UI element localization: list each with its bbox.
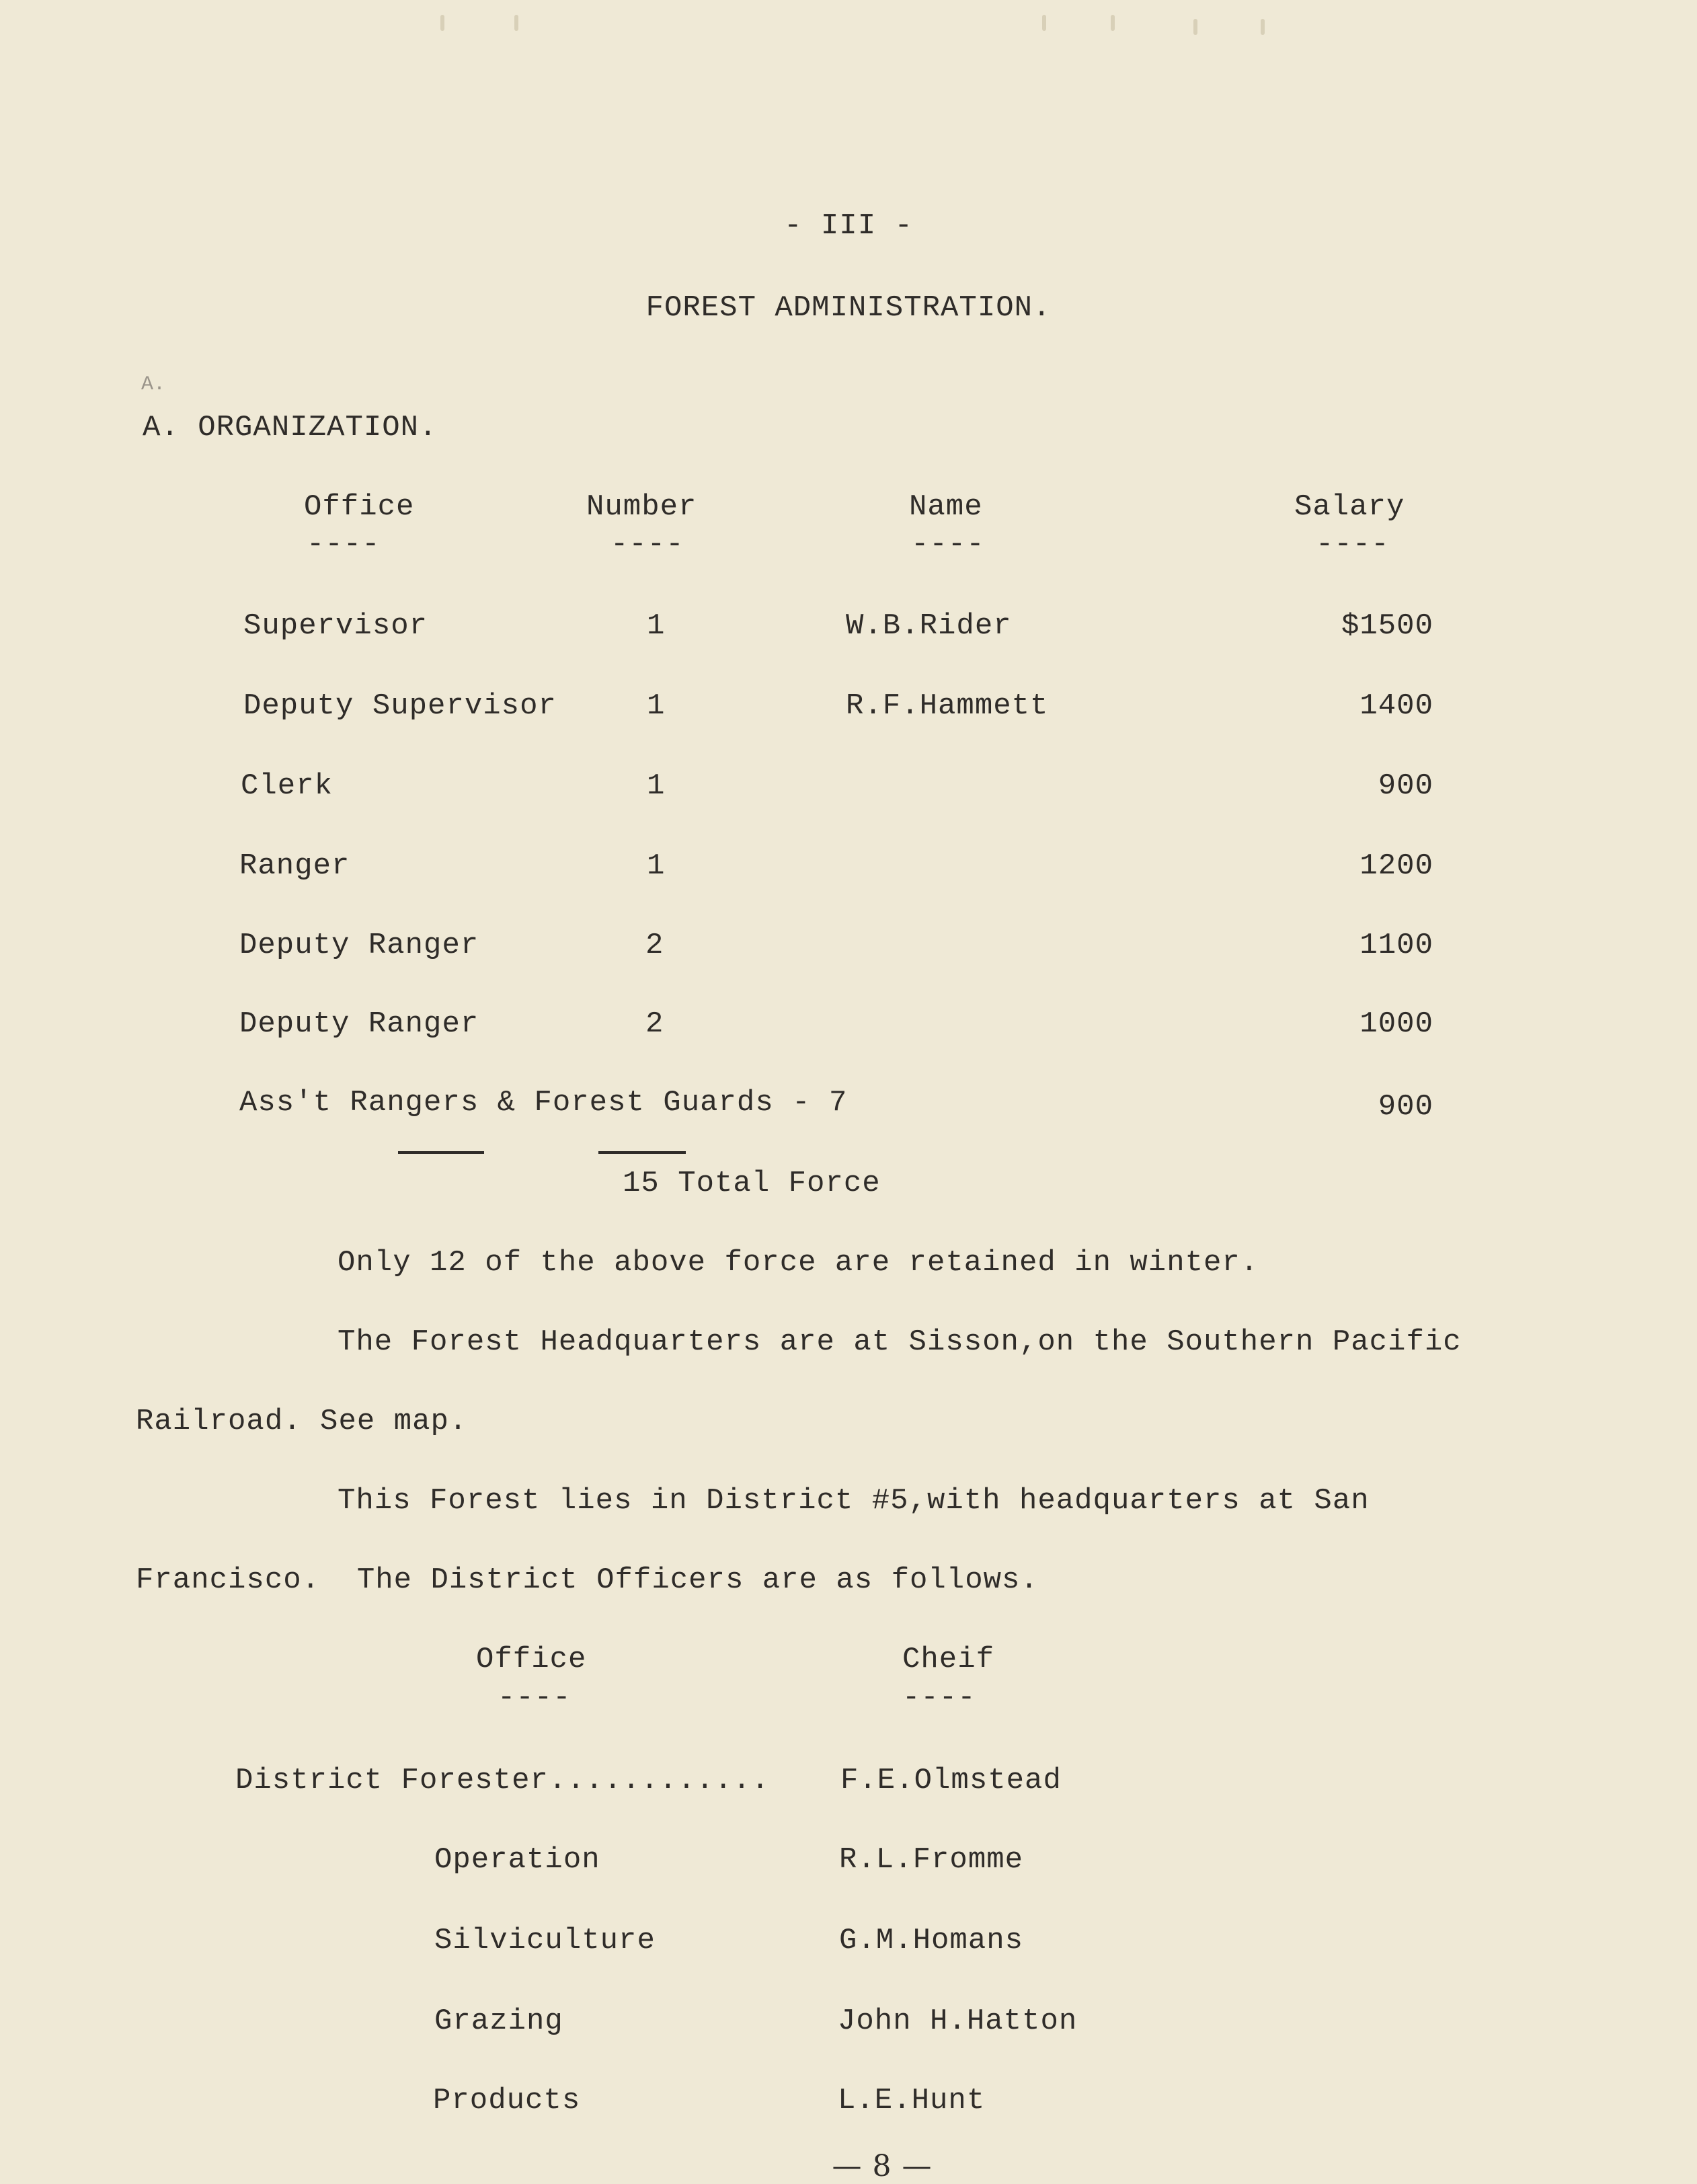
district-header-underline: ---- (902, 1681, 976, 1715)
org-office: Deputy Ranger (239, 1007, 479, 1041)
district-chief: G.M.Homans (839, 1924, 1024, 1957)
org-office: Deputy Supervisor (243, 689, 557, 723)
district-header-office: Office (476, 1643, 587, 1676)
org-header-number: Number (586, 490, 697, 524)
org-number: 1 (647, 689, 666, 723)
org-number: 1 (647, 849, 666, 883)
org-salary: 1400 (1359, 689, 1433, 723)
section-heading: A. ORGANIZATION. (143, 411, 438, 444)
org-salary: 1200 (1359, 849, 1433, 883)
org-number: 1 (647, 769, 666, 803)
total-rule (598, 1151, 686, 1154)
org-office: Ranger (239, 849, 350, 883)
org-header-underline: ---- (307, 528, 381, 561)
binder-hole (514, 15, 518, 31)
org-header-underline: ---- (610, 528, 684, 561)
total-rule (398, 1151, 484, 1154)
paragraph: Only 12 of the above force are retained in winter. (338, 1246, 1259, 1280)
org-header-salary: Salary (1294, 490, 1405, 524)
binder-hole (1111, 15, 1115, 31)
binder-hole (440, 15, 444, 31)
total-force: 15 Total Force (623, 1167, 881, 1200)
org-combined-office: Ass't Rangers & Forest Guards - 7 (239, 1086, 848, 1120)
org-salary: 1100 (1359, 929, 1433, 962)
org-office: Deputy Ranger (239, 929, 479, 962)
district-chief: F.E.Olmstead (840, 1764, 1062, 1797)
district-header-underline: ---- (498, 1681, 571, 1715)
org-office: Clerk (241, 769, 333, 803)
district-office: Operation (434, 1843, 600, 1877)
district-office: Silviculture (434, 1924, 656, 1957)
binder-hole (1193, 19, 1197, 35)
org-office: Supervisor (243, 609, 428, 643)
binder-hole (1261, 19, 1265, 35)
org-header-office: Office (304, 490, 415, 524)
district-office: Products (433, 2084, 581, 2117)
paragraph: The Forest Headquarters are at Sisson,on the Southern Pacific (338, 1325, 1462, 1359)
page-marker: - III - (784, 209, 913, 243)
paragraph: This Forest lies in District #5,with headquarters at San (338, 1484, 1370, 1518)
binder-hole (1042, 15, 1046, 31)
org-number: 1 (647, 609, 666, 643)
district-chief: R.L.Fromme (839, 1843, 1024, 1877)
org-name: W.B.Rider (846, 609, 1012, 643)
page-title: FOREST ADMINISTRATION. (645, 291, 1052, 325)
org-salary: $1500 (1341, 609, 1433, 643)
org-number: 2 (645, 929, 664, 962)
district-chief: John H.Hatton (838, 2004, 1078, 2038)
district-header-chief: Cheif (902, 1643, 995, 1676)
org-header-name: Name (909, 490, 983, 524)
stray-mark: A. (141, 373, 166, 396)
org-header-underline: ---- (911, 528, 985, 561)
district-chief: L.E.Hunt (838, 2084, 986, 2117)
org-salary: 1000 (1359, 1007, 1433, 1041)
paragraph: Railroad. See map. (136, 1405, 468, 1438)
org-name: R.F.Hammett (846, 689, 1049, 723)
org-salary: 900 (1378, 769, 1433, 803)
org-number: 2 (645, 1007, 664, 1041)
paragraph: Francisco. The District Officers are as follows. (136, 1563, 1039, 1597)
district-office: Grazing (434, 2004, 563, 2038)
page-number: — 8 — (832, 2149, 933, 2183)
org-salary: 900 (1378, 1090, 1433, 1124)
district-office: District Forester............ (235, 1764, 770, 1797)
org-header-underline: ---- (1316, 528, 1390, 561)
